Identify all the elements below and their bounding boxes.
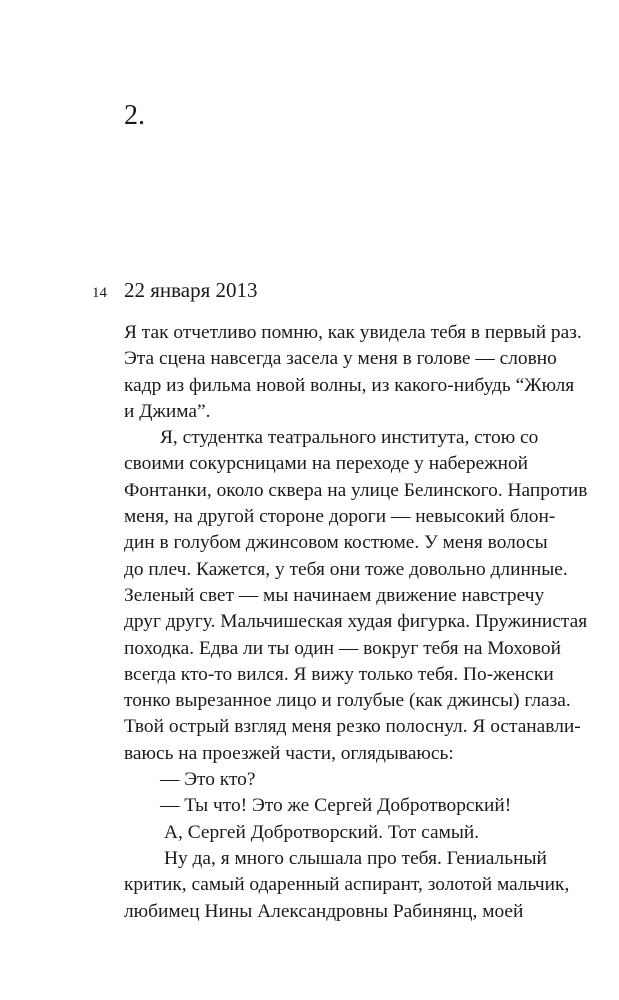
text-line: тонко вырезанное лицо и голубые (как джинсы) глаза. [124, 690, 571, 712]
dialogue-line: — Ты что! Это же Сергей Добротворский! [160, 795, 512, 817]
text-line: походка. Едва ли ты один — вокруг тебя на Моховой [124, 637, 561, 659]
text-line: до плеч. Кажется, у тебя они тоже довольно длинные. [124, 558, 568, 580]
text-line: своими сокурсницами на переходе у набережной [124, 453, 529, 475]
text-line: меня, на другой стороне дороги — невысокий блон- [124, 506, 556, 528]
text-line: Фонтанки, около сквера на улице Белинского. Напротив [124, 479, 588, 501]
text-line: Эта сцена навсегда засела у меня в голове — словно [124, 348, 557, 370]
text-line: критик, самый одаренный аспирант, золотой мальчик, [124, 874, 570, 896]
text-line: друг другу. Мальчишеская худая фигурка. Пружинистая [124, 611, 588, 633]
text-line: Я, студентка театрального института, стою со [160, 427, 539, 449]
dialogue-line: — Это кто? [160, 769, 256, 791]
text-line: любимец Нины Александровны Рабинянц, моей [124, 900, 524, 922]
text-line: ваюсь на проезжей части, оглядываюсь: [124, 742, 454, 764]
chapter-number: 2. [124, 100, 145, 131]
text-line: и Джима”. [124, 400, 211, 422]
entry-date: 22 января 2013 [124, 278, 258, 302]
text-line: кадр из фильма новой волны, из какого-нибудь “Жюля [124, 374, 575, 396]
text-line: Я так отчетливо помню, как увидела тебя в первый раз. [124, 322, 582, 343]
body-text [124, 320, 588, 925]
text-line: дин в голубом джинсовом костюме. У меня волосы [124, 532, 548, 554]
text-line: А, Сергей Добротворский. Тот самый. [164, 821, 480, 843]
text-line: Зеленый свет — мы начинаем движение навстречу [124, 584, 545, 606]
text-line: Ну да, я много слышала про тебя. Гениальный [164, 847, 547, 869]
page-number: 14 [92, 285, 107, 301]
text-line: всегда кто-то вился. Я вижу только тебя. По-женски [124, 663, 554, 685]
text-line: Твой острый взгляд меня резко полоснул. Я останавли- [124, 716, 581, 738]
